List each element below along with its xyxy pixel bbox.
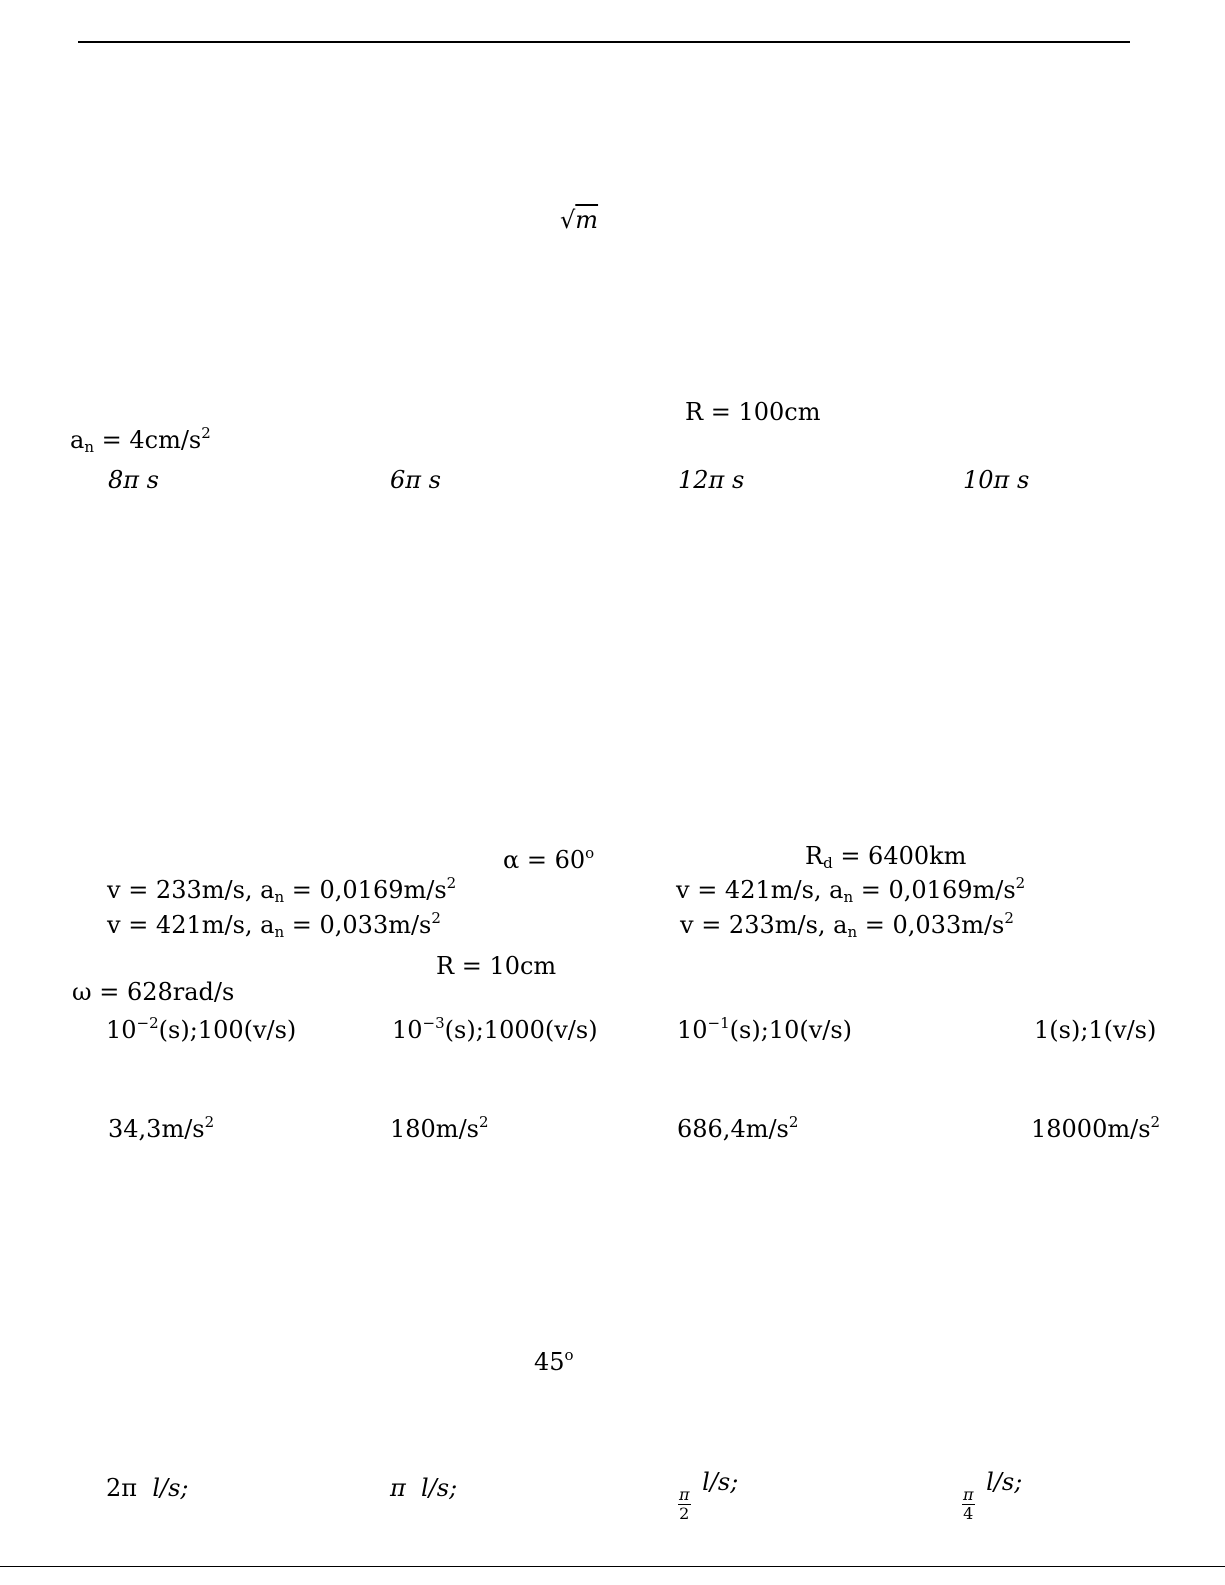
option-b: v = 421m/s, $a_n = 0,0169m/s^2$ — [676, 874, 1026, 906]
period-option-a: $10^{-2}(s);100(v/s)$ — [106, 1014, 297, 1044]
option-b: π l/s; — [390, 1474, 458, 1502]
fraction: $\frac{\pi}{2}$ — [679, 1485, 690, 1523]
option-d: 10π s — [963, 466, 1030, 494]
option-d: $\frac{\pi}{4}$ l/s; — [963, 1468, 1023, 1523]
accel-option-b: $180m/s^2$ — [390, 1113, 489, 1143]
option-b: 6π s — [390, 466, 441, 494]
option-c: $\frac{\pi}{2}$ l/s; — [679, 1468, 739, 1523]
angular-velocity: ω = 628rad/s — [72, 978, 235, 1006]
angle-45: 45$^o$ — [534, 1346, 574, 1376]
option-a: v = 233m/s, $a_n = 0,0169m/s^2$ — [107, 874, 457, 906]
option-d: v = 233m/s, $a_n = 0,033m/s^2$ — [680, 909, 1014, 941]
accel-option-a: $34,3m/s^2$ — [108, 1113, 215, 1143]
period-option-b: $10^{-3}(s);1000(v/s)$ — [392, 1014, 598, 1044]
footer-rule — [0, 1566, 1225, 1567]
earth-radius: $R_d = 6400km$ — [805, 842, 967, 872]
option-a: 8π s — [108, 466, 159, 494]
radius-given: R = 100cm — [685, 398, 821, 426]
wheel-radius: R = 10cm — [436, 952, 557, 980]
accel-option-c: $686,4m/s^2$ — [677, 1113, 799, 1143]
sqrt-m-expression — [560, 206, 598, 234]
period-option-d: 1(s);1(v/s) — [1034, 1016, 1157, 1044]
option-a: 2π l/s; — [106, 1474, 189, 1502]
option-c: 12π s — [678, 466, 745, 494]
radicand: m — [575, 206, 599, 234]
header-rule — [78, 41, 1130, 43]
period-option-c: $10^{-1}(s);10(v/s)$ — [677, 1014, 853, 1044]
normal-accel-given: $a_n = 4cm/s^2$ — [70, 424, 211, 456]
option-c: v = 421m/s, $a_n = 0,033m/s^2$ — [107, 909, 441, 941]
accel-option-d: $18000m/s^2$ — [1031, 1113, 1161, 1143]
radical-sign: √ — [560, 206, 576, 234]
latitude-angle: $\alpha = 60^o$ — [503, 844, 595, 874]
fraction: $\frac{\pi}{4}$ — [963, 1485, 974, 1523]
